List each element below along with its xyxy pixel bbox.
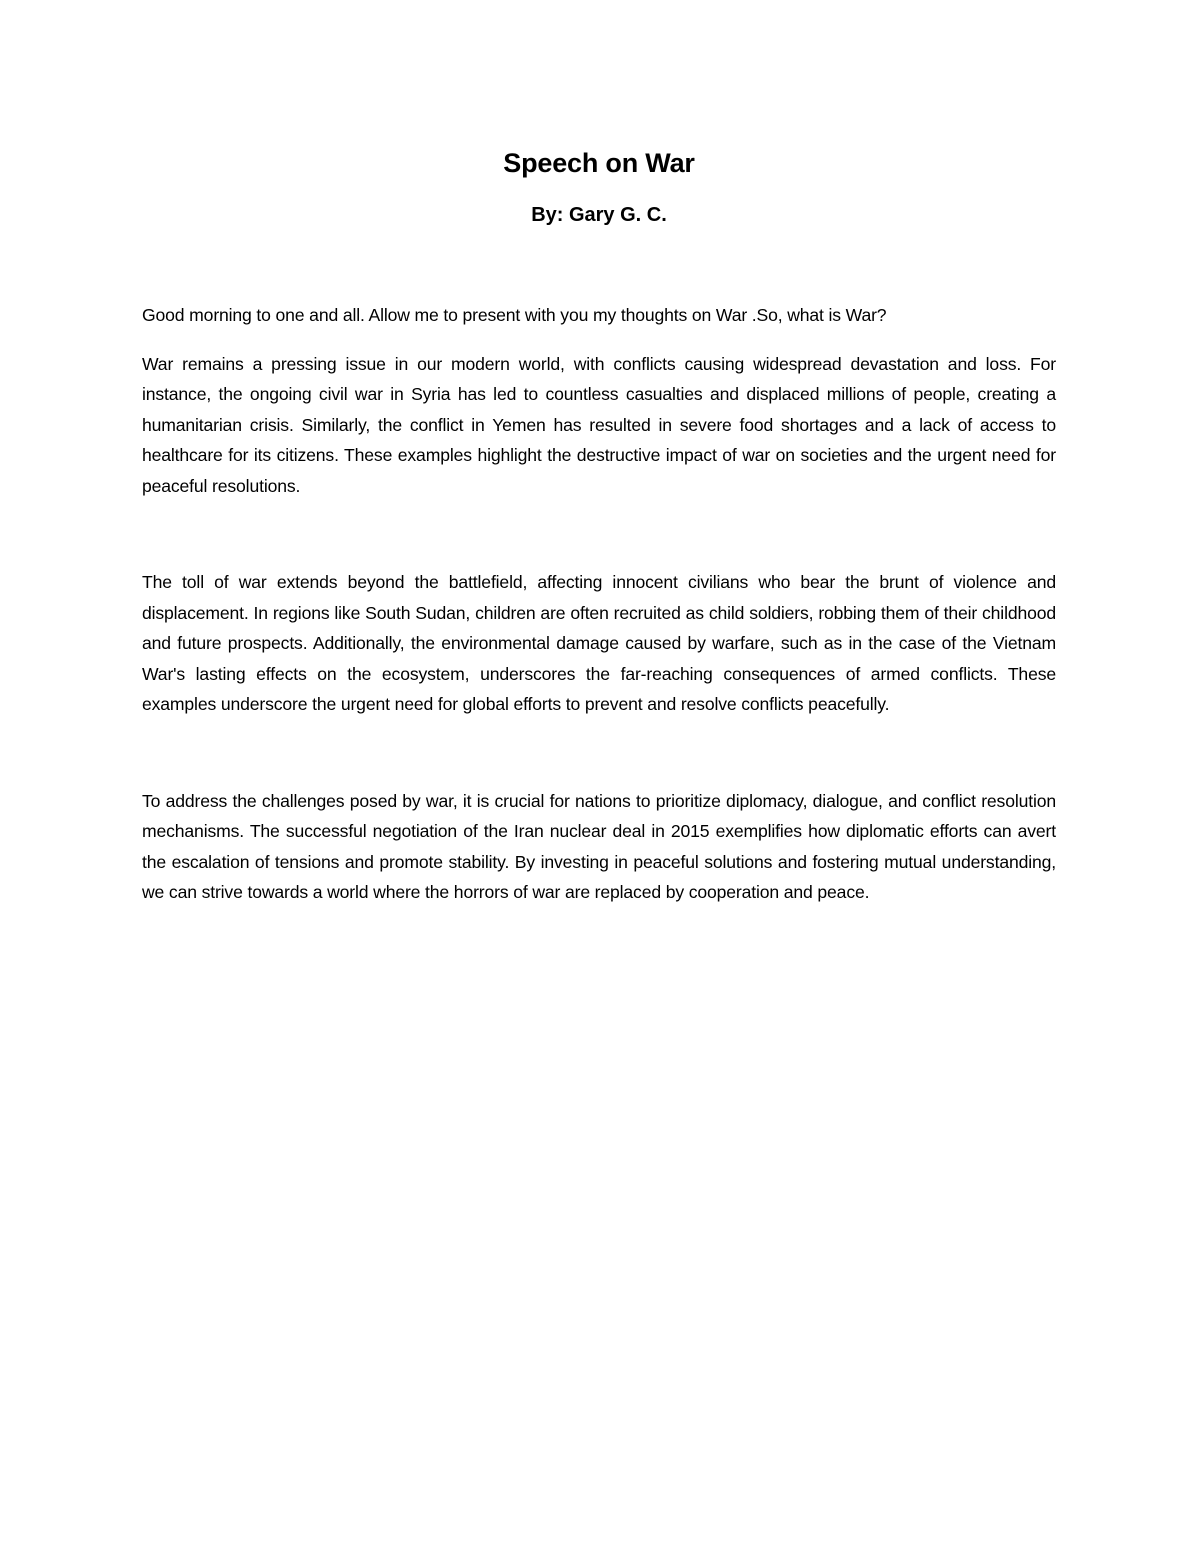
paragraph-3: To address the challenges posed by war, it is crucial for nations to prioritize diplomacy, dialogue, and conflict resolution mechanisms. The successful negotiation of the Iran nuclear deal in 2015 exemplifies how diplomatic efforts can avert the escalation of tensions and promote stability. By investing in peaceful solutions and fostering mutual understanding, we can strive towards a world where the horrors of war are replaced by cooperation and peace. [142, 790, 1056, 902]
document-body [142, 146, 1056, 908]
document-title: Speech on War [503, 148, 695, 178]
paragraph-intro: Good morning to one and all. Allow me to present with you my thoughts on War .So, what is War? [142, 305, 887, 325]
paragraph-1: War remains a pressing issue in our modern world, with conflicts causing widespread devastation and loss. For instance, the ongoing civil war in Syria has led to countless casualties and displaced millions of people, creating a humanitarian crisis. Similarly, the conflict in Yemen has resulted in severe food shortages and a lack of access to healthcare for its citizens. These examples highlight the destructive impact of war on societies and the urgent need for peaceful resolutions. [142, 353, 1056, 496]
author-line: By: Gary G. C. [531, 204, 667, 226]
paragraph-2: The toll of war extends beyond the battlefield, affecting innocent civilians who bear the brunt of violence and displacement. In regions like South Sudan, children are often recruited as child soldiers, robbing them of their childhood and future prospects. Additionally, the environmental damage caused by warfare, such as in the case of the Vietnam War's lasting effects on the ecosystem, underscores the far-reaching consequences of armed conflicts. These examples underscore the urgent need for global efforts to prevent and resolve conflicts peacefully. [142, 572, 1056, 714]
